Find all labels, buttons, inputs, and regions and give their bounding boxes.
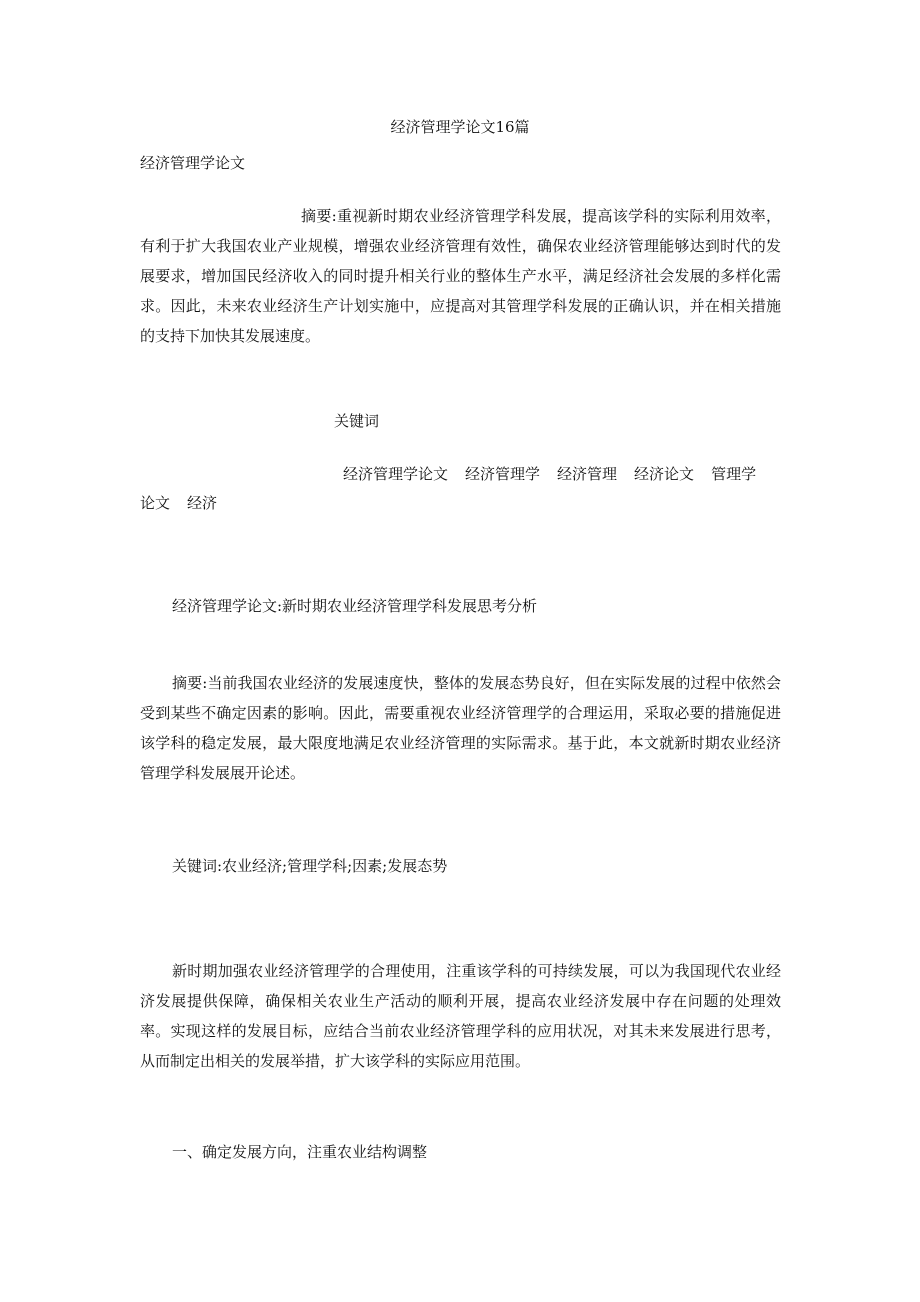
keyword: 管理学 xyxy=(711,465,757,483)
document-title: 经济管理学论文16篇 xyxy=(390,118,530,136)
keyword: 经济 xyxy=(187,494,218,512)
keywords-line-2 xyxy=(140,488,217,518)
keywords-2: 关键词:农业经济;管理学科;因素;发展态势 xyxy=(172,857,448,875)
abstract-paragraph-2: 摘要:当前我国农业经济的发展速度快，整体的发展态势良好，但在实际发展的过程中依然会受到某些不确定因素的影响。因此，需要重视农业经济管理学的合理运用，采取必要的措施促进该学科的稳定发展，最大限度地满足农业经济管理的实际需求。基于此，本文就新时期农业经济管理学科发展展开论述。 xyxy=(140,674,781,782)
section-heading-1: 一、确定发展方向，注重农业结构调整 xyxy=(172,1143,428,1161)
keyword: 论文 xyxy=(140,494,171,512)
keywords-label: 关键词 xyxy=(334,412,380,430)
document-subtitle: 经济管理学论文 xyxy=(140,154,246,172)
keywords-line-1 xyxy=(343,459,756,489)
keyword: 经济管理学 xyxy=(465,465,541,483)
keyword: 经济论文 xyxy=(634,465,695,483)
abstract-text: 重视新时期农业经济管理学科发展，提高该学科的实际利用效率，有利于扩大我国农业产业规模，增强农业经济管理有效性，确保农业经济管理能够达到时代的发展要求，增加国民经济收入的同时提升相关行业的整体生产水平，满足经济社会发展的多样化需求。因此，未来农业经济生产计划实施中，应提高对其管理学科发展的正确认识，并在相关措施的支持下加快其发展速度。 xyxy=(140,207,781,345)
article-title: 经济管理学论文:新时期农业经济管理学科发展思考分析 xyxy=(172,597,538,615)
abstract-paragraph-1 xyxy=(140,201,781,351)
keyword: 经济管理学论文 xyxy=(343,465,449,483)
keyword: 经济管理 xyxy=(557,465,618,483)
abstract-label: 摘要: xyxy=(301,207,337,225)
intro-paragraph: 新时期加强农业经济管理学的合理使用，注重该学科的可持续发展，可以为我国现代农业经济发展提供保障，确保相关农业生产活动的顺利开展，提高农业经济发展中存在问题的处理效率。实现这样的发展目标，应结合当前农业经济管理学科的应用状况，对其未来发展进行思考，从而制定出相关的发展举措，扩大该学科的实际应用范围。 xyxy=(140,962,781,1070)
